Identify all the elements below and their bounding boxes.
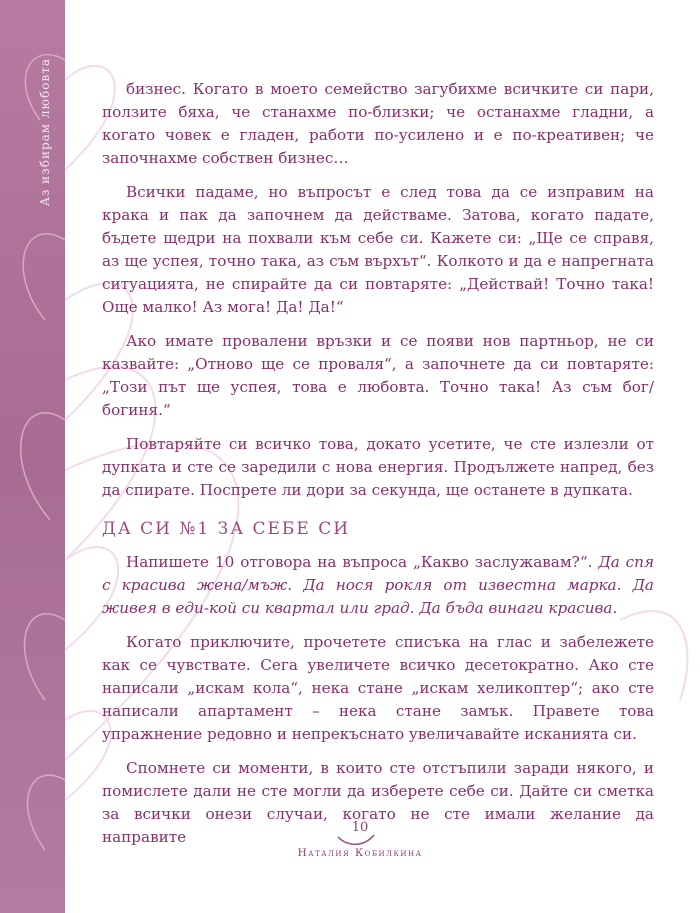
paragraph-italic-text: Да спя с красива жена/мъж. Да нося рокля от известна марка. Да живея в еди-кой си квартал или град. Да бъда винаги красива. (102, 553, 655, 617)
paragraph-text: Напишете 10 отговора на въпроса „Какво заслужавам?“. (126, 553, 599, 571)
paragraph: бизнес. Когато в моето семейство загубихме всичките си пари, ползите бяха, че станахме по-близки; че останахме гладни, а когато човек е гладен, работи по-усилено и е по-креативен; че започнахме собствен бизнес… (102, 80, 654, 167)
page-content (102, 78, 654, 860)
sidebar-hearts-decoration (0, 0, 65, 913)
author-name: Наталия Кобилкина (297, 847, 423, 859)
paragraph: Всички падаме, но въпросът е след това да се изправим на крака и пак да започнем да действаме. Затова, когато падате, бъдете щедри на похвали към себе си. Кажете си: „Ще се справя, аз ще успея, точно така, аз съм върхът“. Колкото и да е напрегната ситуацията, не спирайте да си повтаряте: „Действай! Точно така! Още малко! Аз мога! Да! Да!“ (102, 183, 654, 316)
paragraph: Ако имате провалени връзки и се появи нов партньор, не си казвайте: „Отново ще се проваля“, а започнете да си повтаряте: „Този път ще успея, това е любовта. Точно така! Аз съм бог/богиня.“ (102, 332, 654, 419)
paragraph: Спомнете си моменти, в които сте отстъпили заради някого, и помислете дали не сте могли да изберете себе си. Дайте си сметка за всички онези случаи, когато не сте имали желание да направите (102, 759, 654, 846)
sidebar-band (0, 0, 65, 913)
paragraph: Повтаряйте си всичко това, докато усетите, че сте излезли от дупката и сте се заредили с нова енергия. Продължете напред, без да спирате. Поспрете ли дори за секунда, ще останете в дупката. (102, 435, 654, 499)
page-number: 10 (351, 820, 369, 835)
book-title: Аз избирам любовта (38, 58, 52, 207)
swoosh-ornament (336, 833, 376, 847)
paragraph (102, 551, 654, 620)
section-heading: ДА СИ №1 ЗА СЕБЕ СИ (102, 519, 351, 539)
paragraph: Когато приключите, прочетете списъка на глас и забележете как се чувствате. Сега увеличете всичко десетократно. Ако сте написали „искам кола“, нека стане „искам хеликоптер“; ако сте написали апартамент – нека стане замък. Правете това упражнение редовно и непрекъснато увеличавайте исканията си. (102, 633, 654, 743)
